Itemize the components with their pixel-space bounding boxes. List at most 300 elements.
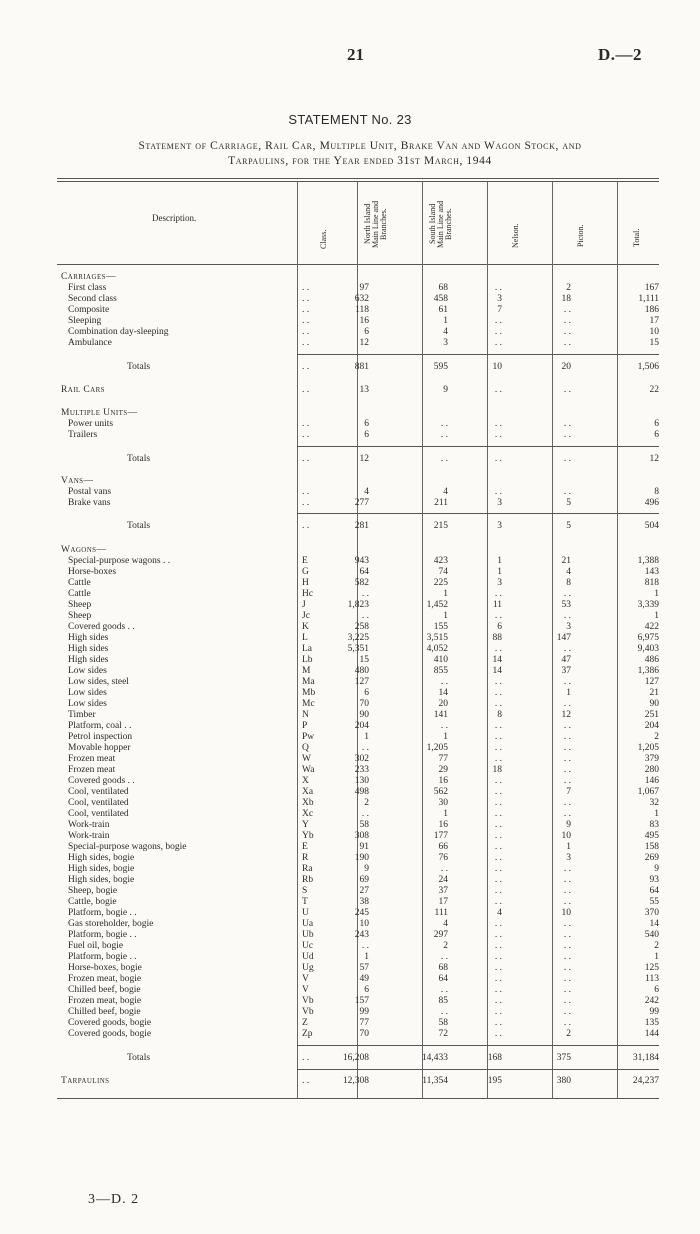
row-class: . .: [302, 1076, 310, 1086]
row-class: G: [302, 567, 309, 577]
table-row: [57, 798, 659, 809]
row-class: Lb: [302, 655, 313, 665]
row-class: . .: [302, 430, 310, 440]
cell-nelson: . .: [494, 1029, 502, 1039]
cell-nelson: 3: [497, 578, 502, 588]
cell-north-island: 4: [364, 487, 369, 497]
cell-nelson: . .: [494, 886, 502, 896]
cell-picton: 147: [556, 633, 571, 643]
table-row: [57, 842, 659, 853]
cell-south-island: 24: [438, 875, 448, 885]
row-class: Ua: [302, 919, 314, 929]
cell-south-island: 410: [433, 655, 448, 665]
table-row: [57, 556, 659, 567]
cell-total: 818: [644, 578, 659, 588]
cell-north-island: 70: [359, 699, 369, 709]
cell-north-island: 881: [354, 362, 369, 372]
cell-picton: . .: [563, 996, 571, 1006]
row-class: Xc: [302, 809, 314, 819]
section-heading-row: [57, 545, 659, 556]
cell-total: 3,339: [637, 600, 659, 610]
totals-row: [57, 454, 659, 465]
cell-north-island: 582: [354, 578, 369, 588]
table-row: [57, 809, 659, 820]
cell-picton: . .: [563, 776, 571, 786]
table-top-rule-2: [57, 181, 659, 182]
table-row: [57, 952, 659, 963]
cell-total: 1: [654, 611, 659, 621]
table-row: [57, 498, 659, 509]
cell-total: 486: [644, 655, 659, 665]
cell-nelson: . .: [494, 611, 502, 621]
cell-picton: . .: [563, 941, 571, 951]
row-description: Cool, ventilated: [68, 809, 129, 819]
cell-north-island: 70: [359, 1029, 369, 1039]
cell-south-island: . .: [440, 721, 448, 731]
cell-nelson: . .: [494, 589, 502, 599]
cell-picton: . .: [563, 886, 571, 896]
row-description: Totals: [127, 362, 151, 372]
cell-nelson: . .: [494, 787, 502, 797]
table-row: [57, 919, 659, 930]
row-class: Mb: [302, 688, 316, 698]
row-class: La: [302, 644, 313, 654]
table-row: [57, 677, 659, 688]
row-class: Ra: [302, 864, 313, 874]
table-row: [57, 589, 659, 600]
cell-south-island: 458: [433, 294, 448, 304]
cell-nelson: . .: [494, 930, 502, 940]
cell-nelson: 3: [497, 498, 502, 508]
cell-south-island: . .: [440, 454, 448, 464]
row-class: Vb: [302, 1007, 314, 1017]
cell-total: 32: [649, 798, 659, 808]
cell-picton: 9: [566, 820, 571, 830]
caption-line-1: Statement of Carriage, Rail Car, Multiple Unit, Brake Van and Wagon Stock, and: [138, 140, 582, 152]
cell-north-island: 13: [359, 385, 369, 395]
cell-north-island: 302: [354, 754, 369, 764]
cell-total: 127: [644, 677, 659, 687]
cell-south-island: . .: [440, 419, 448, 429]
col-header-picton: Picton.: [576, 224, 585, 248]
cell-north-island: 233: [354, 765, 369, 775]
cell-picton: . .: [563, 864, 571, 874]
cell-north-island: . .: [361, 809, 369, 819]
row-description: Ambulance: [68, 338, 112, 348]
cell-picton: . .: [563, 963, 571, 973]
row-description: Special-purpose wagons . .: [68, 556, 171, 566]
table-row: [57, 600, 659, 611]
row-description: Multiple Units—: [61, 408, 138, 418]
units-sum-rule: [297, 446, 659, 447]
cell-picton: 21: [561, 556, 571, 566]
cell-south-island: 74: [438, 567, 448, 577]
row-description: Combination day-sleeping: [68, 327, 169, 337]
cell-north-island: 6: [364, 430, 369, 440]
row-description: Trailers: [68, 430, 98, 440]
col-header-class: Class.: [319, 229, 328, 249]
table-row: [57, 611, 659, 622]
table-row: [57, 996, 659, 1007]
cell-south-island: 3,515: [426, 633, 448, 643]
row-class: . .: [302, 487, 310, 497]
cell-south-island: 4,052: [426, 644, 448, 654]
cell-picton: . .: [563, 699, 571, 709]
cell-south-island: 14: [438, 688, 448, 698]
row-description: Totals: [127, 454, 151, 464]
cell-nelson: 14: [492, 655, 502, 665]
cell-nelson: . .: [494, 798, 502, 808]
section-heading-row: [57, 408, 659, 419]
row-description: Postal vans: [68, 487, 112, 497]
cell-north-island: 58: [359, 820, 369, 830]
cell-nelson: . .: [494, 699, 502, 709]
cell-north-island: 1: [364, 952, 369, 962]
row-description: Cool, ventilated: [68, 798, 129, 808]
row-class: Ma: [302, 677, 315, 687]
row-description: Petrol inspection: [68, 732, 133, 742]
cell-picton: 12: [561, 710, 571, 720]
cell-nelson: . .: [494, 963, 502, 973]
row-description: Sheep: [68, 611, 92, 621]
table-row: [57, 963, 659, 974]
cell-total: 90: [649, 699, 659, 709]
row-description: Rail Cars: [61, 385, 105, 395]
cell-total: 1,506: [637, 362, 659, 372]
cell-north-island: 15: [359, 655, 369, 665]
cell-total: 6,975: [637, 633, 659, 643]
row-description: High sides: [68, 633, 109, 643]
row-description: Vans—: [61, 476, 94, 486]
cell-picton: . .: [563, 809, 571, 819]
stock-table: [57, 178, 659, 1112]
row-class: J: [302, 600, 306, 610]
row-description: High sides, bogie: [68, 875, 135, 885]
cell-south-island: 1: [443, 611, 448, 621]
cell-south-island: 61: [438, 305, 448, 315]
wagons-total-rule: [297, 1069, 659, 1070]
row-description: Sheep, bogie: [68, 886, 118, 896]
row-description: Platform, bogie . .: [68, 952, 137, 962]
row-class: Z: [302, 1018, 308, 1028]
table-row: [57, 567, 659, 578]
cell-picton: 5: [566, 498, 571, 508]
cell-south-island: 9: [443, 385, 448, 395]
cell-nelson: 1: [497, 567, 502, 577]
row-description: Low sides: [68, 666, 107, 676]
row-class: Rb: [302, 875, 314, 885]
cell-total: 143: [644, 567, 659, 577]
cell-nelson: . .: [494, 952, 502, 962]
row-description: Chilled beef, bogie: [68, 985, 141, 995]
row-class: U: [302, 908, 309, 918]
cell-picton: . .: [563, 644, 571, 654]
row-description: Frozen meat, bogie: [68, 996, 142, 1006]
row-description: Frozen meat: [68, 754, 116, 764]
table-row: [57, 1029, 659, 1040]
row-description: Cattle, bogie: [68, 897, 117, 907]
cell-picton: 5: [566, 521, 571, 531]
cell-north-island: 16: [359, 316, 369, 326]
cell-nelson: 3: [497, 521, 502, 531]
row-description: Brake vans: [68, 498, 111, 508]
row-class: . .: [302, 316, 310, 326]
cell-south-island: 225: [433, 578, 448, 588]
cell-total: 422: [644, 622, 659, 632]
totals-row: [57, 521, 659, 532]
cell-south-island: 4: [443, 487, 448, 497]
cell-picton: . .: [563, 327, 571, 337]
cell-picton: 53: [561, 600, 571, 610]
row-class: Ub: [302, 930, 314, 940]
cell-south-island: 58: [438, 1018, 448, 1028]
cell-north-island: 12,308: [342, 1076, 369, 1086]
cell-picton: 7: [566, 787, 571, 797]
cell-north-island: 157: [354, 996, 369, 1006]
cell-picton: . .: [563, 985, 571, 995]
cell-picton: . .: [563, 611, 571, 621]
cell-nelson: . .: [494, 820, 502, 830]
cell-nelson: . .: [494, 996, 502, 1006]
cell-total: 186: [644, 305, 659, 315]
row-class: . .: [302, 454, 310, 464]
table-row: [57, 1007, 659, 1018]
row-class: . .: [302, 419, 310, 429]
cell-nelson: . .: [494, 842, 502, 852]
totals-row: [57, 1053, 659, 1064]
row-class: L: [302, 633, 308, 643]
col-header-north-island: North Island Main Line and Branches.: [363, 200, 388, 248]
row-class: V: [302, 985, 309, 995]
cell-south-island: 68: [438, 283, 448, 293]
row-description: Cool, ventilated: [68, 787, 129, 797]
cell-north-island: 3,225: [347, 633, 369, 643]
table-row: [57, 710, 659, 721]
row-class: Q: [302, 743, 309, 753]
cell-nelson: . .: [494, 327, 502, 337]
cell-picton: . .: [563, 930, 571, 940]
row-description: Covered goods, bogie: [68, 1029, 152, 1039]
row-description: Sleeping: [68, 316, 102, 326]
cell-picton: . .: [563, 1007, 571, 1017]
cell-north-island: 190: [354, 853, 369, 863]
cell-south-island: 37: [438, 886, 448, 896]
row-class: Uc: [302, 941, 314, 951]
cell-north-island: 498: [354, 787, 369, 797]
table-row: [57, 985, 659, 996]
cell-total: 242: [644, 996, 659, 1006]
cell-picton: 1: [566, 688, 571, 698]
row-class: P: [302, 721, 308, 731]
table-row: [57, 787, 659, 798]
statement-caption: [40, 139, 680, 169]
cell-nelson: . .: [494, 419, 502, 429]
section-heading-row: [57, 272, 659, 283]
cell-south-island: 177: [433, 831, 448, 841]
cell-north-island: 12: [359, 454, 369, 464]
table-row: [57, 908, 659, 919]
cell-north-island: 118: [355, 305, 369, 315]
row-description: Platform, coal . .: [68, 721, 132, 731]
cell-picton: . .: [563, 419, 571, 429]
cell-nelson: . .: [494, 941, 502, 951]
row-class: Jc: [302, 611, 310, 621]
table-row: [57, 644, 659, 655]
cell-nelson: . .: [494, 743, 502, 753]
cell-nelson: . .: [494, 283, 502, 293]
cell-total: 540: [644, 930, 659, 940]
cell-north-island: 6: [364, 419, 369, 429]
cell-south-island: 595: [433, 362, 448, 372]
cell-north-island: 9: [364, 864, 369, 874]
cell-nelson: . .: [494, 864, 502, 874]
cell-picton: . .: [563, 430, 571, 440]
cell-nelson: . .: [494, 875, 502, 885]
cell-north-island: 632: [354, 294, 369, 304]
table-row: [57, 655, 659, 666]
cell-picton: 375: [556, 1053, 571, 1063]
row-description: Power units: [68, 419, 114, 429]
cell-south-island: 155: [433, 622, 448, 632]
row-description: Work-train: [68, 820, 110, 830]
table-row: [57, 831, 659, 842]
cell-north-island: 90: [359, 710, 369, 720]
cell-nelson: 8: [497, 710, 502, 720]
cell-picton: . .: [563, 454, 571, 464]
cell-nelson: 7: [497, 305, 502, 315]
row-class: . .: [302, 294, 310, 304]
row-description: Tarpaulins: [61, 1076, 110, 1086]
cell-nelson: . .: [494, 677, 502, 687]
row-class: . .: [302, 338, 310, 348]
cell-total: 269: [644, 853, 659, 863]
cell-south-island: 3: [443, 338, 448, 348]
cell-picton: 37: [561, 666, 571, 676]
cell-south-island: 66: [438, 842, 448, 852]
cell-picton: . .: [563, 754, 571, 764]
cell-nelson: . .: [494, 831, 502, 841]
row-class: . .: [302, 327, 310, 337]
statement-title: STATEMENT No. 23: [288, 112, 412, 127]
cell-north-island: 245: [354, 908, 369, 918]
cell-nelson: . .: [494, 853, 502, 863]
cell-total: 1: [654, 809, 659, 819]
cell-south-island: . .: [440, 985, 448, 995]
cell-north-island: 5,351: [347, 644, 369, 654]
cell-north-island: 57: [359, 963, 369, 973]
cell-nelson: . .: [494, 754, 502, 764]
cell-total: 83: [649, 820, 659, 830]
cell-total: 1,111: [638, 294, 659, 304]
cell-picton: . .: [563, 798, 571, 808]
cell-south-island: . .: [440, 1007, 448, 1017]
cell-north-island: 99: [359, 1007, 369, 1017]
row-description: Platform, bogie . .: [68, 930, 137, 940]
row-class: . .: [302, 305, 310, 315]
row-class: R: [302, 853, 309, 863]
cell-south-island: 77: [438, 754, 448, 764]
cell-south-island: 68: [438, 963, 448, 973]
table-row: [57, 294, 659, 305]
cell-north-island: 277: [354, 498, 369, 508]
cell-picton: 3: [566, 622, 571, 632]
cell-nelson: . .: [494, 985, 502, 995]
cell-north-island: 943: [354, 556, 369, 566]
cell-picton: 2: [566, 1029, 571, 1039]
cell-south-island: 1: [443, 589, 448, 599]
cell-picton: . .: [563, 919, 571, 929]
cell-total: 504: [644, 521, 659, 531]
table-row: [57, 776, 659, 787]
row-class: . .: [302, 498, 310, 508]
cell-north-island: 258: [354, 622, 369, 632]
cell-south-island: 16: [438, 776, 448, 786]
section-heading-row: [57, 476, 659, 487]
cell-total: 251: [644, 710, 659, 720]
row-class: Xb: [302, 798, 314, 808]
cell-total: 379: [644, 754, 659, 764]
row-class: M: [302, 666, 311, 676]
table-row: [57, 721, 659, 732]
col-header-description: Description.: [152, 213, 197, 223]
row-class: Ug: [302, 963, 314, 973]
row-description: High sides, bogie: [68, 864, 135, 874]
cell-south-island: 20: [438, 699, 448, 709]
row-description: First class: [68, 283, 107, 293]
cell-nelson: . .: [494, 809, 502, 819]
cell-total: 2: [654, 941, 659, 951]
caption-line-2: Tarpaulins, for the Year ended 31st March, 1944: [228, 155, 492, 167]
cell-total: 64: [649, 886, 659, 896]
cell-total: 15: [649, 338, 659, 348]
row-description: Horse-boxes, bogie: [68, 963, 142, 973]
cell-total: 280: [644, 765, 659, 775]
cell-south-island: 297: [433, 930, 448, 940]
row-description: Frozen meat: [68, 765, 116, 775]
cell-south-island: 16: [438, 820, 448, 830]
row-description: Low sides: [68, 699, 107, 709]
cell-north-island: . .: [361, 611, 369, 621]
cell-nelson: . .: [494, 385, 502, 395]
cell-south-island: 855: [433, 666, 448, 676]
cell-north-island: 1: [364, 732, 369, 742]
cell-north-island: 69: [359, 875, 369, 885]
row-description: High sides: [68, 655, 109, 665]
table-row: [57, 419, 659, 430]
cell-south-island: 29: [438, 765, 448, 775]
table-row: [57, 853, 659, 864]
cell-total: 1: [654, 952, 659, 962]
cell-total: 17: [649, 316, 659, 326]
table-row: [57, 305, 659, 316]
cell-north-island: 1,823: [347, 600, 369, 610]
cell-south-island: 30: [438, 798, 448, 808]
cell-north-island: 243: [354, 930, 369, 940]
cell-south-island: 211: [434, 498, 448, 508]
table-row: [57, 754, 659, 765]
cell-nelson: . .: [494, 644, 502, 654]
cell-total: 6: [654, 419, 659, 429]
cell-south-island: 85: [438, 996, 448, 1006]
table-row: [57, 699, 659, 710]
cell-north-island: 6: [364, 327, 369, 337]
cell-total: 1: [654, 589, 659, 599]
cell-picton: . .: [563, 974, 571, 984]
cell-nelson: . .: [494, 897, 502, 907]
cell-nelson: 14: [492, 666, 502, 676]
cell-total: 2: [654, 732, 659, 742]
cell-picton: . .: [563, 1018, 571, 1028]
